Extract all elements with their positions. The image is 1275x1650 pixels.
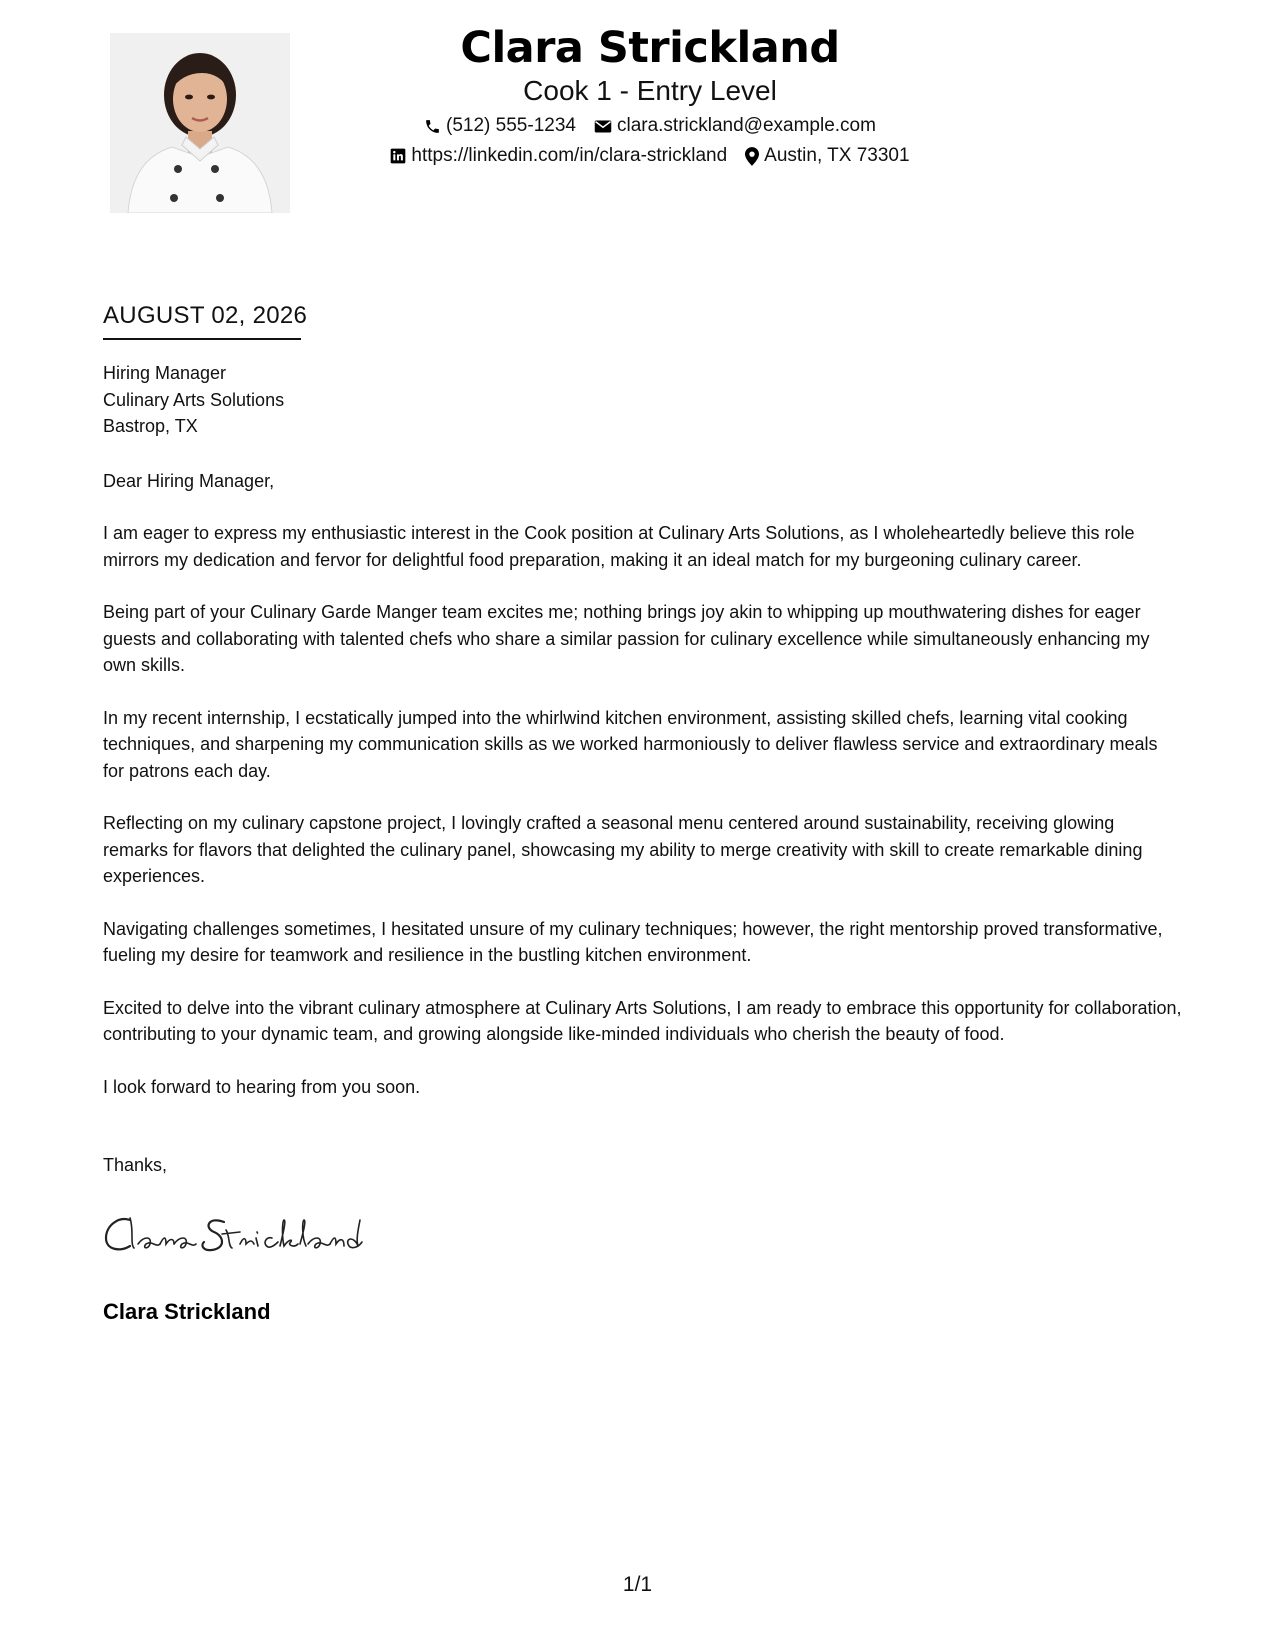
- email-text: clara.strickland@example.com: [616, 115, 876, 136]
- email-icon: [594, 119, 612, 134]
- location-text: Austin, TX 73301: [764, 145, 910, 166]
- closing: Thanks,: [103, 1155, 168, 1175]
- paragraph: I am eager to express my enthusiastic interest in the Cook position at Culinary Arts Solutions, as I wholeheartedly believe this role mirrors my dedication and fervor for delightful food preparation, making it an ideal match for my burgeoning culinary career.: [103, 523, 1135, 570]
- letter-body: [103, 360, 1183, 1100]
- contact-phone[interactable]: [424, 114, 576, 138]
- contact-location: [745, 144, 909, 168]
- profile-photo: [110, 33, 290, 213]
- paragraph: Excited to delve into the vibrant culinary atmosphere at Culinary Arts Solutions, I am ready to embrace this opportunity for collaboration, contributing to your dynamic team, and growing alongside like-minded individuals who cherish the beauty of food.: [103, 997, 1182, 1044]
- page-indicator: 1/1: [622, 1573, 653, 1596]
- header: [350, 22, 950, 168]
- handwritten-signature: [100, 1210, 370, 1258]
- job-title: Cook 1 - Entry Level: [523, 75, 777, 106]
- paragraph: In my recent internship, I ecstatically jumped into the whirlwind kitchen environment, assisting skilled chefs, learning vital cooking techniques, and sharpening my communication skills as we worked harmoniously to deliver flawless service and extraordinary meals for patrons each day.: [103, 707, 1158, 781]
- paragraph: Reflecting on my culinary capstone project, I lovingly crafted a seasonal menu centered around sustainability, receiving glowing remarks for flavors that delighted the culinary panel, showcasing my ability to merge creativity with skill to create remarkable dining experiences.: [103, 813, 1143, 886]
- contact-email[interactable]: [594, 114, 876, 138]
- date-underline: [103, 338, 301, 340]
- letter-date: AUGUST 02, 2026: [103, 302, 308, 329]
- recipient-location: Bastrop, TX: [103, 416, 198, 436]
- contact-row-primary: [350, 114, 950, 138]
- salutation: Dear Hiring Manager,: [103, 470, 275, 491]
- contact-row-secondary: [350, 144, 950, 168]
- contact-linkedin[interactable]: [390, 144, 727, 168]
- linkedin-text: https://linkedin.com/in/clara-strickland: [411, 145, 728, 166]
- linkedin-icon: [390, 148, 406, 164]
- paragraph: Being part of your Culinary Garde Manger team excites me; nothing brings joy akin to whipping up mouthwatering dishes for eager guests and collaborating with talented chefs who share a similar passion for culinary excellence while simultaneously enhancing my own skills.: [103, 602, 1150, 675]
- phone-text: (512) 555-1234: [446, 115, 576, 136]
- candidate-name: Clara Strickland: [460, 23, 840, 73]
- recipient-company: Culinary Arts Solutions: [103, 389, 285, 410]
- paragraph: I look forward to hearing from you soon.: [103, 1076, 421, 1097]
- profile-photo-illustration: [110, 33, 290, 213]
- phone-icon: [424, 118, 441, 135]
- location-icon: [745, 147, 759, 166]
- signer-name: Clara Strickland: [103, 1299, 271, 1324]
- recipient-block: [103, 360, 1183, 440]
- recipient-title: Hiring Manager: [103, 363, 227, 383]
- paragraph: Navigating challenges sometimes, I hesitated unsure of my culinary techniques; however, the right mentorship proved transformative, fueling my desire for teamwork and resilience in the bustling kitchen environment.: [103, 918, 1163, 965]
